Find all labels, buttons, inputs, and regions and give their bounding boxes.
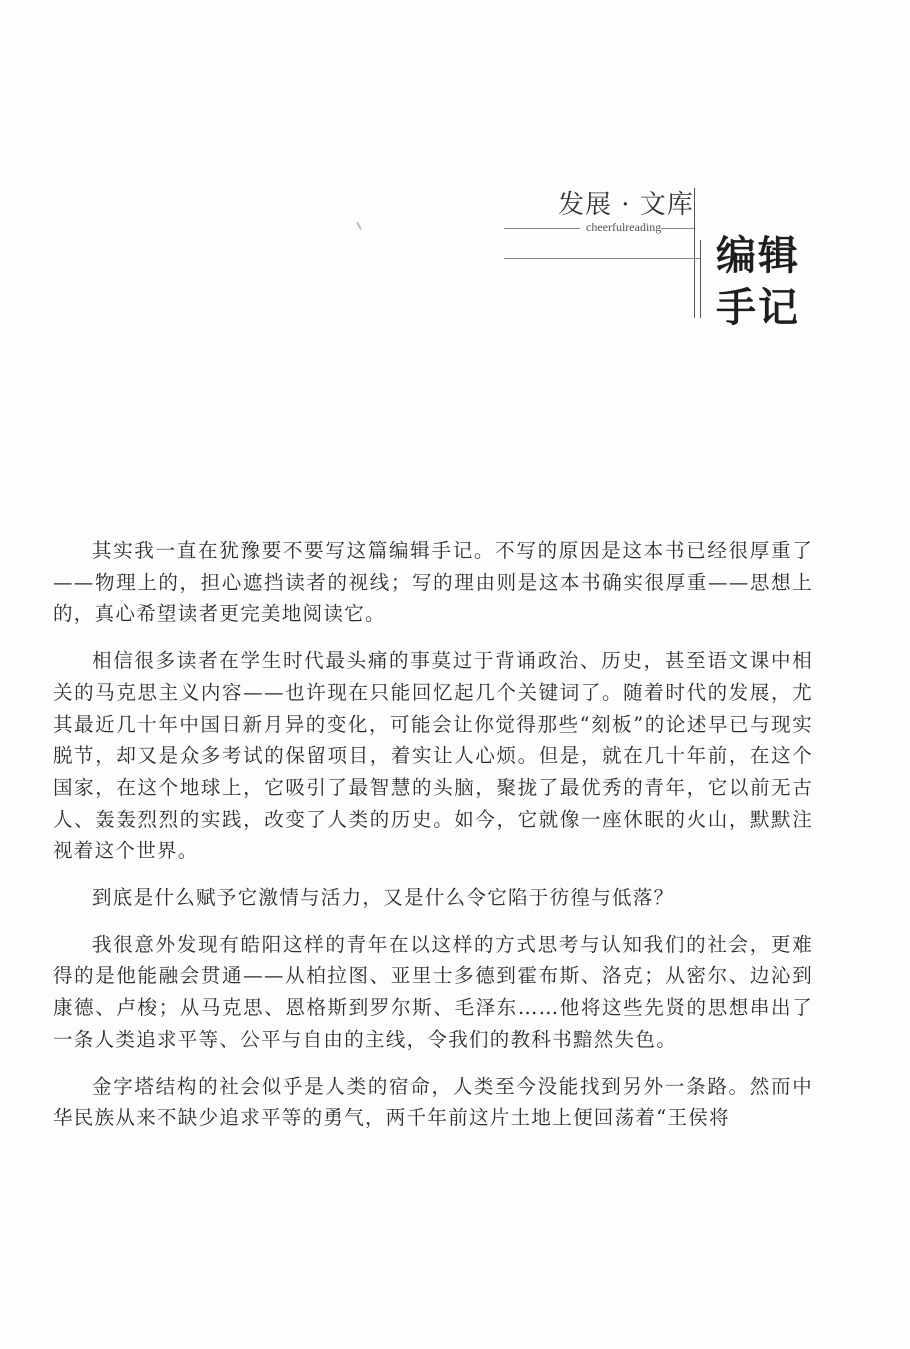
body-text [53,535,813,1149]
header-vertical-rule-outer [694,188,695,318]
paragraph-4: 我很意外发现有皓阳这样的青年在以这样的方式思考与认知我们的社会，更难得的是他能融会贯通——从柏拉图、亚里士多德到霍布斯、洛克；从密尔、边沁到康德、卢梭；从马克思、恩格斯到罗尔斯、毛泽东……他将这些先贤的思想串出了一条人类追求平等、公平与自由的主线，令我们的教科书黯然失色。 [53,932,813,1051]
series-subtitle: cheerfulreading [580,220,661,235]
header-horizontal-rule [504,258,700,259]
page-header [500,180,830,330]
paragraph-5: 金字塔结构的社会似乎是人类的宿命，人类至今没能找到另外一条路。然而中华民族从来不缺少追求平等的勇气，两千年前这片土地上便回荡着“王侯将 [53,1074,813,1130]
section-title-line-2: 手记 [716,285,800,331]
paragraph-2: 相信很多读者在学生时代最头痛的事莫过于背诵政治、历史，甚至语文课中相关的马克思主义内容——也许现在只能回忆起几个关键词了。随着时代的发展，尤其最近几十年中国日新月异的变化，可能会让你觉得那些“刻板”的论述早已与现实脱节，却又是众多考试的保留项目，着实让人心烦。但是，就在几十年前，在这个国家，在这个地球上，它吸引了最智慧的头脑，聚拢了最优秀的青年，它以前无古人、轰轰烈烈的实践，改变了人类的历史。如今，它就像一座休眠的火山，默默注视着这个世界。 [53,649,813,863]
section-title-line-1: 编辑 [716,233,800,279]
series-title: 发展 · 文库 [558,190,694,220]
paragraph-1: 其实我一直在犹豫要不要写这篇编辑手记。不写的原因是这本书已经很厚重了——物理上的，担心遮挡读者的视线；写的理由则是这本书确实很厚重——思想上的，真心希望读者更完美地阅读它。 [53,539,813,626]
section-title [716,230,806,334]
header-vertical-rule-inner [700,240,701,318]
paragraph-3: 到底是什么赋予它激情与活力，又是什么令它陷于彷徨与低落？ [92,886,675,910]
scan-mark [356,222,362,230]
